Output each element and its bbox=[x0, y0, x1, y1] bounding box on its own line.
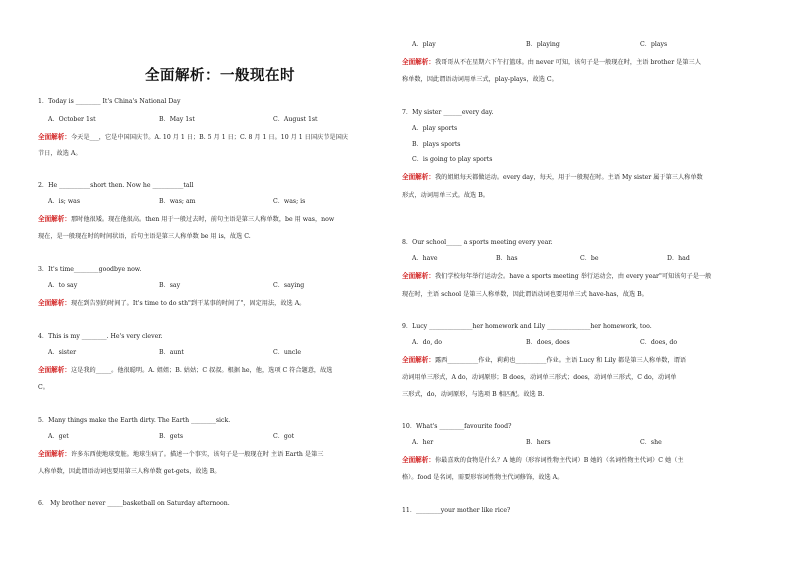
question-5: 5．Many things make the Earth dirty. The Earth ________sick. bbox=[38, 417, 231, 424]
question-3: 3．It's time________goodbye now. bbox=[38, 266, 142, 273]
q1-option-c: C．August 1st bbox=[273, 116, 318, 123]
question-6: 6． My brother never _____basketball on Saturday afternoon. bbox=[38, 500, 230, 507]
q7-option-c: C．is going to play sports bbox=[412, 156, 493, 163]
q7-option-b: B．plays sports bbox=[412, 141, 461, 148]
page-title: 全面解析：一般现在时 bbox=[145, 67, 295, 84]
q2-option-b: B．was; am bbox=[159, 198, 196, 205]
q2-explanation-cont: 现在，是一般现在时的时间状语，后句主语是第三人称单数 be 用 is，故选 C. bbox=[38, 233, 251, 240]
analysis-label: 全面解析： bbox=[402, 173, 435, 181]
analysis-label: 全面解析： bbox=[402, 356, 435, 364]
q9-option-c: C．does, do bbox=[640, 339, 678, 346]
q5-option-c: C．got bbox=[273, 433, 295, 440]
q5-explanation-cont: 人称单数，因此谓语动词也要用第三人称单数 get-gets，故选 B。 bbox=[38, 468, 221, 475]
question-8: 8．Our school_____ a sports meeting every year. bbox=[402, 239, 553, 246]
q1-option-b: B．May 1st bbox=[159, 116, 195, 123]
q7-explanation: 全面解析：我的姐姐每天都做运动。every day，每天，用于一般现在时。主语 My sister 属于第三人称单数 bbox=[402, 173, 703, 181]
q9-explanation-cont2: 三形式，do，动词原形，与选项 B 相匹配。故选 B. bbox=[402, 391, 545, 398]
q5-option-b: B．gets bbox=[159, 433, 184, 440]
analysis-label: 全面解析： bbox=[402, 272, 435, 280]
q9-option-b: B．does, does bbox=[526, 339, 570, 346]
q6-explanation-cont: 称单数，因此谓语动词用单三式，play-plays，故选 C。 bbox=[402, 76, 558, 83]
q8-explanation: 全面解析：我们学校每年举行运动会。have a sports meeting 举行运动会，由 every year"可知该句子是一般 bbox=[402, 272, 712, 280]
question-9: 9．Lucy ______________her homework and Lily ______________her homework, too. bbox=[402, 323, 652, 330]
q1-explanation-cont: 节日，故选 A。 bbox=[38, 150, 82, 157]
question-10: 10．What's ________favourite food? bbox=[402, 423, 512, 430]
question-2: 2．He __________short then. Now he __________tall bbox=[38, 182, 194, 189]
q6-option-c: C．plays bbox=[640, 41, 668, 48]
q4-explanation-cont: C。 bbox=[38, 384, 49, 391]
q4-option-a: A．sister bbox=[48, 349, 77, 356]
q10-explanation: 全面解析：你最喜欢的食物是什么？A 她的（形容词性物主代词）B 她的（名词性物主代词）C 她（主 bbox=[402, 456, 684, 464]
q6-option-b: B．playing bbox=[526, 41, 560, 48]
analysis-label: 全面解析： bbox=[38, 299, 71, 307]
q4-explanation: 全面解析：这是我的_____。他很聪明。A. 姐姐；B. 姑姑；C 叔叔。根据 he，他，选项 C 符合题意，故选 bbox=[38, 366, 333, 374]
q4-option-c: C．uncle bbox=[273, 349, 301, 356]
analysis-label: 全面解析： bbox=[38, 366, 71, 374]
q10-option-a: A．her bbox=[412, 439, 434, 446]
q8-option-d: D．had bbox=[667, 255, 690, 262]
q9-explanation-cont: 动词用单三形式，A do，动词原形；B does，动词单三形式；does，动词单三形式，C do，动词单 bbox=[402, 374, 677, 381]
q10-explanation-cont: 格）。food 是名词，需要形容词性物主代词修饰，故选 A。 bbox=[402, 474, 564, 481]
q1-option-a: A．October 1st bbox=[48, 116, 96, 123]
q3-option-c: C．saying bbox=[273, 282, 305, 289]
analysis-label: 全面解析： bbox=[402, 456, 435, 464]
question-4: 4．This is my ________. He's very clever. bbox=[38, 333, 163, 340]
analysis-label: 全面解析： bbox=[38, 215, 71, 223]
q10-option-b: B．hers bbox=[526, 439, 551, 446]
question-11: 11．________your mother like rice? bbox=[402, 507, 511, 514]
analysis-label: 全面解析： bbox=[402, 58, 435, 66]
q5-explanation: 全面解析：许多东西使地球变脏。地球生病了。描述一个事实，该句子是一般现在时 主语 Earth 是第三 bbox=[38, 450, 324, 458]
q9-option-a: A．do, do bbox=[412, 339, 442, 346]
q4-option-b: B．aunt bbox=[159, 349, 184, 356]
q10-option-c: C．she bbox=[640, 439, 662, 446]
q5-option-a: A．get bbox=[48, 433, 69, 440]
question-7: 7．My sister ______every day. bbox=[402, 109, 494, 116]
q8-option-c: C．be bbox=[580, 255, 599, 262]
q9-explanation: 全面解析：露西__________作业，莉莉也__________作业。主语 Lucy 和 Lily 都是第三人称单数，谓语 bbox=[402, 356, 687, 364]
q8-option-b: B．has bbox=[496, 255, 518, 262]
q6-explanation: 全面解析：我哥哥从不在星期六下午打篮球。由 never 可知，该句子是一般现在时，主语 brother 是第三人 bbox=[402, 58, 701, 66]
q6-option-a: A．play bbox=[412, 41, 436, 48]
q1-explanation: 全面解析：今天是___，它是中国国庆节。A. 10 月 1 日；B. 5 月 1 日；C. 8 月 1 日。10 月 1 日国庆节是国庆 bbox=[38, 133, 348, 141]
q7-option-a: A．play sports bbox=[412, 125, 458, 132]
q7-explanation-cont: 形式，动词用单三式。故选 B。 bbox=[402, 192, 489, 199]
q3-explanation: 全面解析：现在到告别的时间了。It's time to do sth"到干某事的时间了"，固定用法，故选 A。 bbox=[38, 299, 306, 307]
q2-option-a: A．is; was bbox=[48, 198, 81, 205]
q3-option-b: B．say bbox=[159, 282, 181, 289]
q8-option-a: A．have bbox=[412, 255, 438, 262]
q8-explanation-cont: 现在时，主语 school 是第三人称单数，因此谓语动词也要用单三式 have-has，故选 B。 bbox=[402, 291, 648, 298]
analysis-label: 全面解析： bbox=[38, 450, 71, 458]
question-1: 1．Today is ________ It's China's National Day bbox=[38, 98, 181, 105]
q2-explanation: 全面解析：那时他很矮。现在他很高。then 用于一般过去时，前句主语是第三人称单数，be 用 was，now bbox=[38, 215, 335, 223]
q3-option-a: A．to say bbox=[48, 282, 78, 289]
analysis-label: 全面解析： bbox=[38, 133, 71, 141]
q2-option-c: C．was; is bbox=[273, 198, 306, 205]
